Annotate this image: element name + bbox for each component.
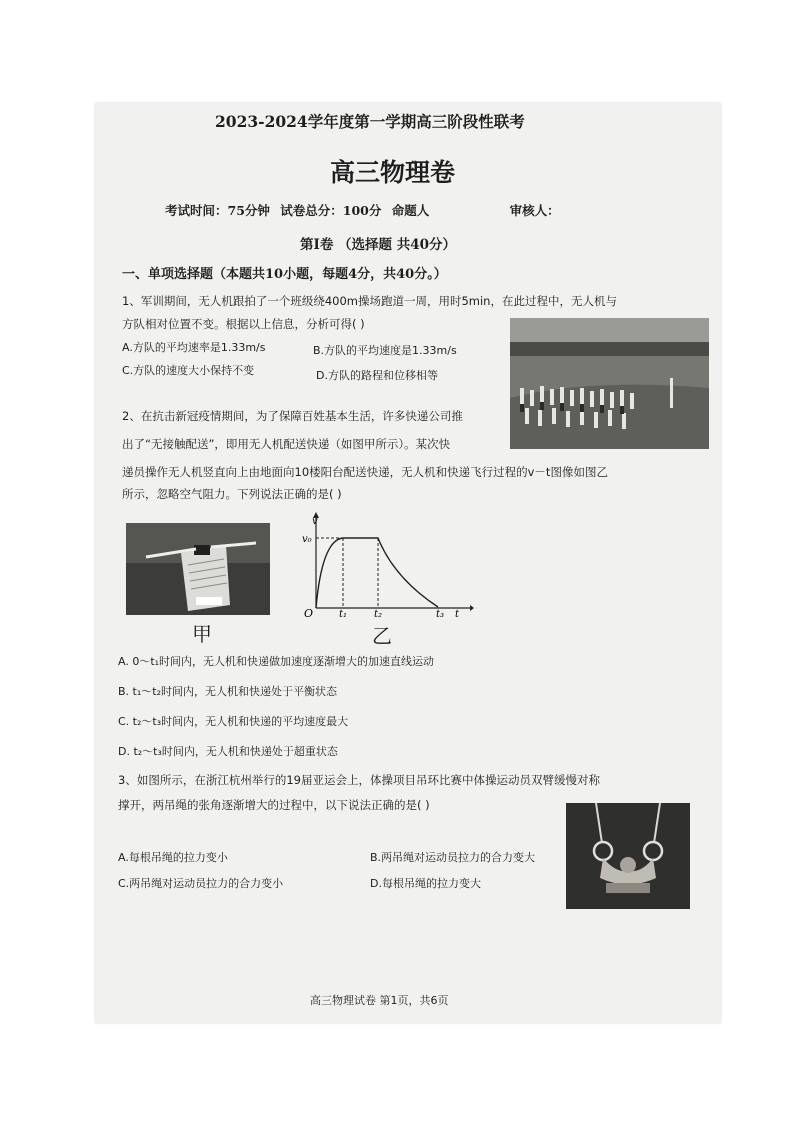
- rings-photo: [566, 803, 690, 909]
- total-score: 试卷总分：100分: [280, 203, 382, 218]
- q3-stem-line2: 撑开，两吊绳的张角逐渐增大的过程中，以下说法正确的是( ): [118, 798, 430, 812]
- q1-stem-line2: 方队相对位置不变。根据以上信息，分析可得( ): [122, 317, 365, 331]
- q2-option-d: D. t₂～t₃时间内，无人机和快递处于超重状态: [118, 745, 338, 758]
- q2-stem-line2: 出了“无接触配送”，即用无人机配送快递（如图甲所示）。某次快: [122, 437, 451, 451]
- t2-label: t₂: [374, 609, 383, 620]
- t-axis-label: t: [455, 609, 460, 620]
- q2-option-a: A. 0～t₁时间内，无人机和快递做加速度逐渐增大的加速直线运动: [118, 655, 435, 668]
- exam-info-line: [165, 201, 566, 219]
- t3-label: t₃: [436, 609, 445, 620]
- drone-photo: [126, 523, 270, 615]
- figure-a-caption: 甲: [192, 622, 212, 646]
- exam-title: 2023-2024学年度第一学期高三阶段性联考: [215, 112, 525, 131]
- q3-option-c: C.两吊绳对运动员拉力的合力变小: [118, 877, 284, 890]
- volume-heading: 第Ⅰ卷 （选择题 共40分）: [300, 237, 457, 253]
- origin-label: O: [304, 607, 314, 620]
- v-axis-label: v: [312, 516, 318, 527]
- subject-title: 高三物理卷: [330, 158, 456, 187]
- part-heading: 一、单项选择题（本题共10小题，每题4分，共40分。）: [122, 267, 447, 282]
- setter-label: 命题人: [391, 203, 430, 218]
- reviewer-label: 审核人：: [509, 203, 560, 218]
- page-footer: 高三物理试卷 第1页，共6页: [310, 994, 449, 1007]
- t1-label: t₁: [339, 609, 348, 620]
- q2-stem-line3: 递员操作无人机竖直向上由地面向10楼阳台配送快递，无人机和快递飞行过程的v－t图像如图乙: [122, 465, 608, 479]
- figure-b-caption: 乙: [372, 624, 392, 648]
- v0-label: v₀: [302, 534, 312, 545]
- q2-stem-line1: 2、在抗击新冠疫情期间，为了保障百姓基本生活，许多快递公司推: [122, 409, 463, 423]
- q1-option-c: C.方队的速度大小保持不变: [122, 364, 255, 377]
- q1-option-d: D.方队的路程和位移相等: [316, 369, 438, 382]
- q1-option-b: B.方队的平均速度是1.33m/s: [313, 344, 457, 357]
- t-axis-arrow: [470, 605, 474, 611]
- q3-option-b: B.两吊绳对运动员拉力的合力变大: [370, 851, 536, 864]
- q2-stem-line4: 所示，忽略空气阻力。下列说法正确的是( ): [122, 487, 342, 501]
- parade-photo: [510, 318, 709, 449]
- exam-time: 考试时间：75分钟: [165, 203, 270, 218]
- q3-option-a: A.每根吊绳的拉力变小: [118, 851, 228, 864]
- q3-option-d: D.每根吊绳的拉力变大: [370, 877, 481, 890]
- vt-graph: [298, 510, 474, 622]
- vt-curve: [316, 538, 438, 608]
- q2-option-c: C. t₂～t₃时间内，无人机和快递的平均速度最大: [118, 715, 349, 728]
- q3-stem-line1: 3、如图所示，在浙江杭州举行的19届亚运会上，体操项目吊环比赛中体操运动员双臂缓慢对称: [118, 773, 600, 787]
- q1-option-a: A.方队的平均速率是1.33m/s: [122, 341, 266, 354]
- q1-stem-line1: 1、军训期间，无人机跟拍了一个班级绕400m操场跑道一周，用时5min，在此过程中，无人机与: [122, 294, 617, 308]
- q2-option-b: B. t₁～t₂时间内，无人机和快递处于平衡状态: [118, 685, 337, 698]
